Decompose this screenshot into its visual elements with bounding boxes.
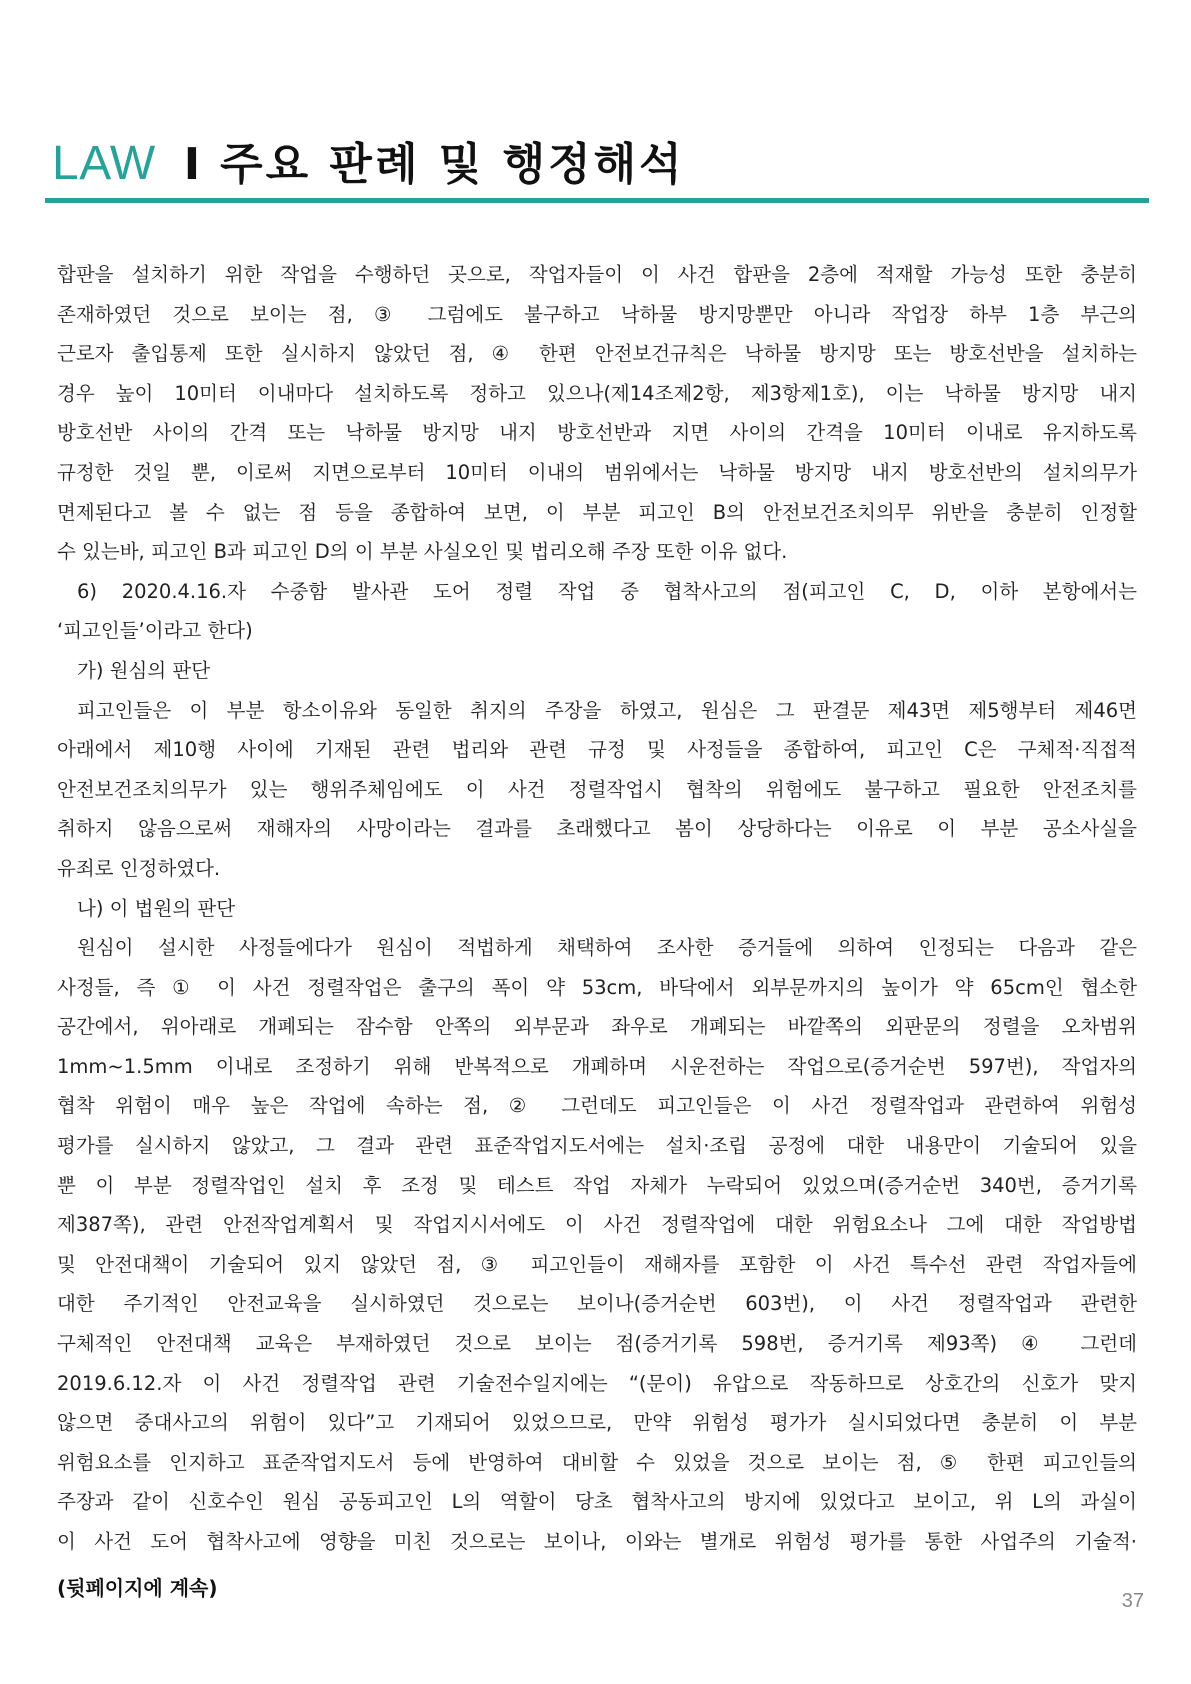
text-line: 수 있는바, 피고인 B과 피고인 D의 이 부분 사실오인 및 법리오해 주장 또한 이유 없다. bbox=[57, 540, 788, 564]
text-line: 피고인들은 이 부분 항소이유와 동일한 취지의 주장을 하였고, 원심은 그 판결문 제43면 제5행부터 제46면 bbox=[77, 698, 1137, 722]
text-line: 협착 위험이 매우 높은 작업에 속하는 점, ② 그런데도 피고인들은 이 사건 정렬작업과 관련하여 위험성 bbox=[57, 1094, 1137, 1118]
text-line: 대한 주기적인 안전교육을 실시하였던 것으로는 보이나(증거순번 603번), 이 사건 정렬작업과 관련한 bbox=[57, 1292, 1137, 1316]
text-line: 아래에서 제10행 사이에 기재된 관련 법리와 관련 규정 및 사정들을 종합하여, 피고인 C은 구체적·직접적 bbox=[57, 738, 1137, 762]
header-separator: I bbox=[183, 139, 201, 190]
continuation-note: (뒷페이지에 계속) bbox=[57, 1576, 218, 1600]
section-label: LAW bbox=[52, 137, 156, 190]
page-number: 37 bbox=[1121, 1590, 1144, 1612]
page-title: 주요 판례 및 행정해석 bbox=[220, 139, 685, 190]
text-line: 평가를 실시하지 않았고, 그 결과 관련 표준작업지도서에는 설치·조립 공정에 대한 내용만이 기술되어 있을 bbox=[57, 1134, 1137, 1158]
text-line: 위험요소를 인지하고 표준작업지도서 등에 반영하여 대비할 수 있었을 것으로 보이는 점, ⑤ 한편 피고인들의 bbox=[57, 1450, 1137, 1474]
text-line: 2019.6.12.자 이 사건 정렬작업 관련 기술전수일지에는 “(문이) 유압으로 작동하므로 상호간의 신호가 맞지 bbox=[57, 1371, 1137, 1395]
header-divider bbox=[45, 198, 1149, 203]
text-line: ‘피고인들’이라고 한다) bbox=[57, 619, 253, 643]
text-line: 안전보건조치의무가 있는 행위주체임에도 이 사건 정렬작업시 협착의 위험에도 불구하고 필요한 안전조치를 bbox=[57, 777, 1137, 801]
text-line: 가) 원심의 판단 bbox=[77, 658, 211, 682]
text-line: 근로자 출입통제 또한 실시하지 않았던 점, ④ 한편 안전보건규칙은 낙하물 방지망 또는 방호선반을 설치하는 bbox=[57, 342, 1137, 366]
text-line: 취하지 않음으로써 재해자의 사망이라는 결과를 초래했다고 봄이 상당하다는 이유로 이 부분 공소사실을 bbox=[57, 817, 1137, 841]
text-line: 면제된다고 볼 수 없는 점 등을 종합하여 보면, 이 부분 피고인 B의 안전보건조치의무 위반을 충분히 인정할 bbox=[57, 500, 1137, 524]
text-line: 뿐 이 부분 정렬작업인 설치 후 조정 및 테스트 작업 자체가 누락되어 있었으며(증거순번 340번, 증거기록 bbox=[57, 1173, 1137, 1197]
text-line: 경우 높이 10미터 이내마다 설치하도록 정하고 있으나(제14조제2항, 제3항제1호), 이는 낙하물 방지망 내지 bbox=[57, 381, 1137, 405]
text-line: 방호선반 사이의 간격 또는 낙하물 방지망 내지 방호선반과 지면 사이의 간격을 10미터 이내로 유지하도록 bbox=[57, 421, 1137, 445]
text-line: 유죄로 인정하였다. bbox=[57, 856, 221, 880]
text-line: 이 사건 도어 협착사고에 영향을 미친 것으로는 보이나, 이와는 별개로 위험성 평가를 통한 사업주의 기술적· bbox=[57, 1530, 1137, 1553]
text-line: 6) 2020.4.16.자 수중함 발사관 도어 정렬 작업 중 협착사고의 점(피고인 C, D, 이하 본항에서는 bbox=[77, 579, 1137, 603]
text-line: 존재하였던 것으로 보이는 점, ③ 그럼에도 불구하고 낙하물 방지망뿐만 아니라 작업장 하부 1층 부근의 bbox=[57, 302, 1137, 326]
text-line: 구체적인 안전대책 교육은 부재하였던 것으로 보이는 점(증거기록 598번, 증거기록 제93쪽) ④ 그런데 bbox=[57, 1332, 1137, 1356]
text-line: 규정한 것일 뿐, 이로써 지면으로부터 10미터 이내의 범위에서는 낙하물 방지망 내지 방호선반의 설치의무가 bbox=[57, 460, 1137, 484]
text-line: 공간에서, 위아래로 개폐되는 잠수함 안쪽의 외부문과 좌우로 개폐되는 바깥쪽의 외판문의 정렬을 오차범위 bbox=[57, 1015, 1137, 1039]
body-text bbox=[57, 255, 1137, 1562]
text-line: 1mm~1.5mm 이내로 조정하기 위해 반복적으로 개폐하며 시운전하는 작업으로(증거순번 597번), 작업자의 bbox=[57, 1054, 1137, 1078]
text-line: 않으면 중대사고의 위험이 있다”고 기재되어 있었으므로, 만약 위험성 평가가 실시되었다면 충분히 이 부분 bbox=[57, 1411, 1137, 1435]
text-line: 주장과 같이 신호수인 원심 공동피고인 L의 역할이 당초 협착사고의 방지에 있었다고 보이고, 위 L의 과실이 bbox=[57, 1490, 1137, 1514]
page-header bbox=[52, 128, 685, 192]
text-line: 합판을 설치하기 위한 작업을 수행하던 곳으로, 작업자들이 이 사건 합판을 2층에 적재할 가능성 또한 충분히 bbox=[57, 263, 1137, 286]
text-line: 사정들, 즉 ① 이 사건 정렬작업은 출구의 폭이 약 53cm, 바닥에서 외부문까지의 높이가 약 65cm인 협소한 bbox=[57, 975, 1137, 999]
text-line: 제387쪽), 관련 안전작업계획서 및 작업지시서에도 이 사건 정렬작업에 대한 위험요소나 그에 대한 작업방법 bbox=[57, 1213, 1137, 1237]
text-line: 원심이 설시한 사정들에다가 원심이 적법하게 채택하여 조사한 증거들에 의하여 인정되는 다음과 같은 bbox=[77, 936, 1137, 960]
text-line: 및 안전대책이 기술되어 있지 않았던 점, ③ 피고인들이 재해자를 포함한 이 사건 특수선 관련 작업자들에 bbox=[57, 1252, 1137, 1276]
text-line: 나) 이 법원의 판단 bbox=[77, 896, 236, 920]
